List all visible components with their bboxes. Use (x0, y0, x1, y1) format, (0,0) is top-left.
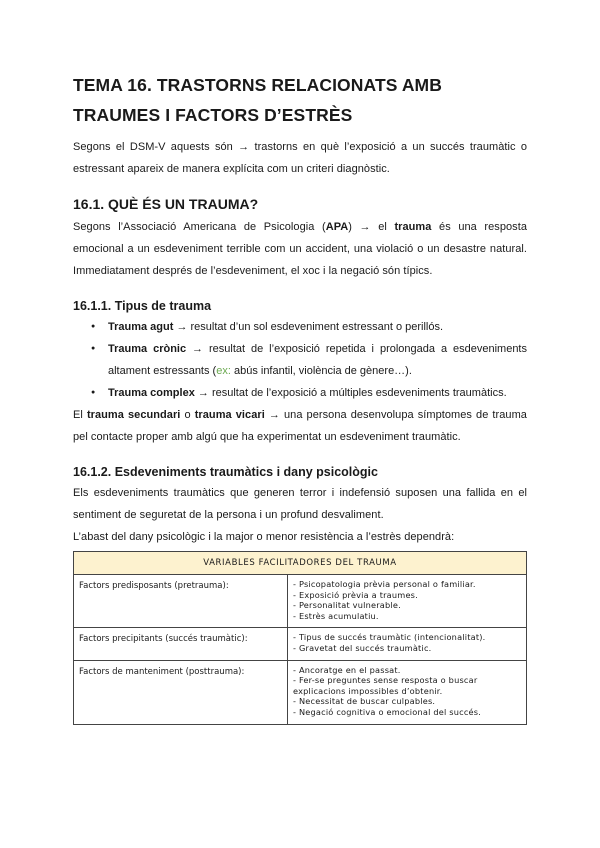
section-heading-16-1-2: 16.1.2. Esdeveniments traumàtics i dany psicològic (73, 465, 378, 479)
list-item: - Exposició prèvia a traumes. (293, 589, 418, 600)
factor-items (288, 660, 527, 724)
table-row (74, 575, 527, 628)
trauma-definition-paragraph: Segons l’Associació Americana de Psicologia (APA) → el trauma és una resposta emocional a un esdeveniment terrible com un accident, una violació o un desastre natural. Immediatament després de l’esdeveniment, el xoc i la negació són típics. (73, 221, 527, 277)
list-item: ● Trauma crònic → resultat de l’exposició repetida i prolongada a esdeveniments altament estressants (ex: abús infantil, violència de gènere…). (108, 338, 527, 382)
list-item: - Necessitat de buscar culpables. (293, 696, 436, 707)
table-row (74, 628, 527, 660)
secondary-trauma-paragraph: El trauma secundari o trauma vicari → una persona desenvolupa símptomes de trauma pel contacte proper amb algú que ha experimentat un esdeveniment traumàtic. (73, 409, 527, 443)
trauma-types-list (73, 316, 527, 404)
document-content (73, 70, 527, 725)
section-heading-16-1-1: 16.1.1. Tipus de trauma (73, 299, 212, 313)
factor-items (288, 575, 527, 628)
factor-label: Factors predisposants (pretrauma): (74, 575, 288, 628)
list-item: - Tipus de succés traumàtic (intencionalitat). (293, 632, 486, 643)
intro-paragraph: Segons el DSM-V aquests són → trastorns en què l’exposició a un succés traumàtic o estressant apareix de manera explícita com un criteri diagnòstic. (73, 141, 527, 175)
factor-items (288, 628, 527, 660)
factor-label: Factors de manteniment (posttrauma): (74, 660, 288, 724)
list-item: ● Trauma complex → resultat de l’exposició a múltiples esdeveniments traumàtics. (108, 382, 527, 404)
page-title: TEMA 16. TRASTORNS RELACIONATS AMB TRAUMES I FACTORS D’ESTRÈS (73, 75, 442, 125)
table-row (74, 660, 527, 724)
traumatic-events-paragraph: Els esdeveniments traumàtics que generen terror i indefensió suposen una fallida en el sentiment de seguretat de la persona i un profund desvaliment. (73, 487, 527, 521)
list-item: - Fer-se preguntes sense resposta o buscar explicacions impossibles d’obtenir. (293, 675, 478, 696)
list-item: - Negació cognitiva o emocional del succés. (293, 706, 482, 717)
example-label: ex: (216, 365, 231, 377)
list-item: - Estrès acumulatiu. (293, 610, 379, 621)
list-item: - Psicopatologia prèvia personal o familiar. (293, 579, 476, 589)
trauma-variables-table (73, 551, 527, 725)
damage-scope-paragraph: L’abast del dany psicològic i la major o menor resistència a l’estrès dependrà: (73, 531, 455, 543)
table-header: VARIABLES FACILITADORES DEL TRAUMA (74, 552, 527, 575)
factor-label: Factors precipitants (succés traumàtic): (74, 628, 288, 660)
list-item: - Personalitat vulnerable. (293, 600, 401, 611)
list-item: - Gravetat del succés traumàtic. (293, 642, 432, 653)
section-heading-16-1: 16.1. QUÈ ÉS UN TRAUMA? (73, 196, 259, 212)
list-item: ● Trauma agut → resultat d’un sol esdeveniment estressant o perillós. (108, 316, 527, 338)
list-item: - Ancoratge en el passat. (293, 664, 401, 675)
